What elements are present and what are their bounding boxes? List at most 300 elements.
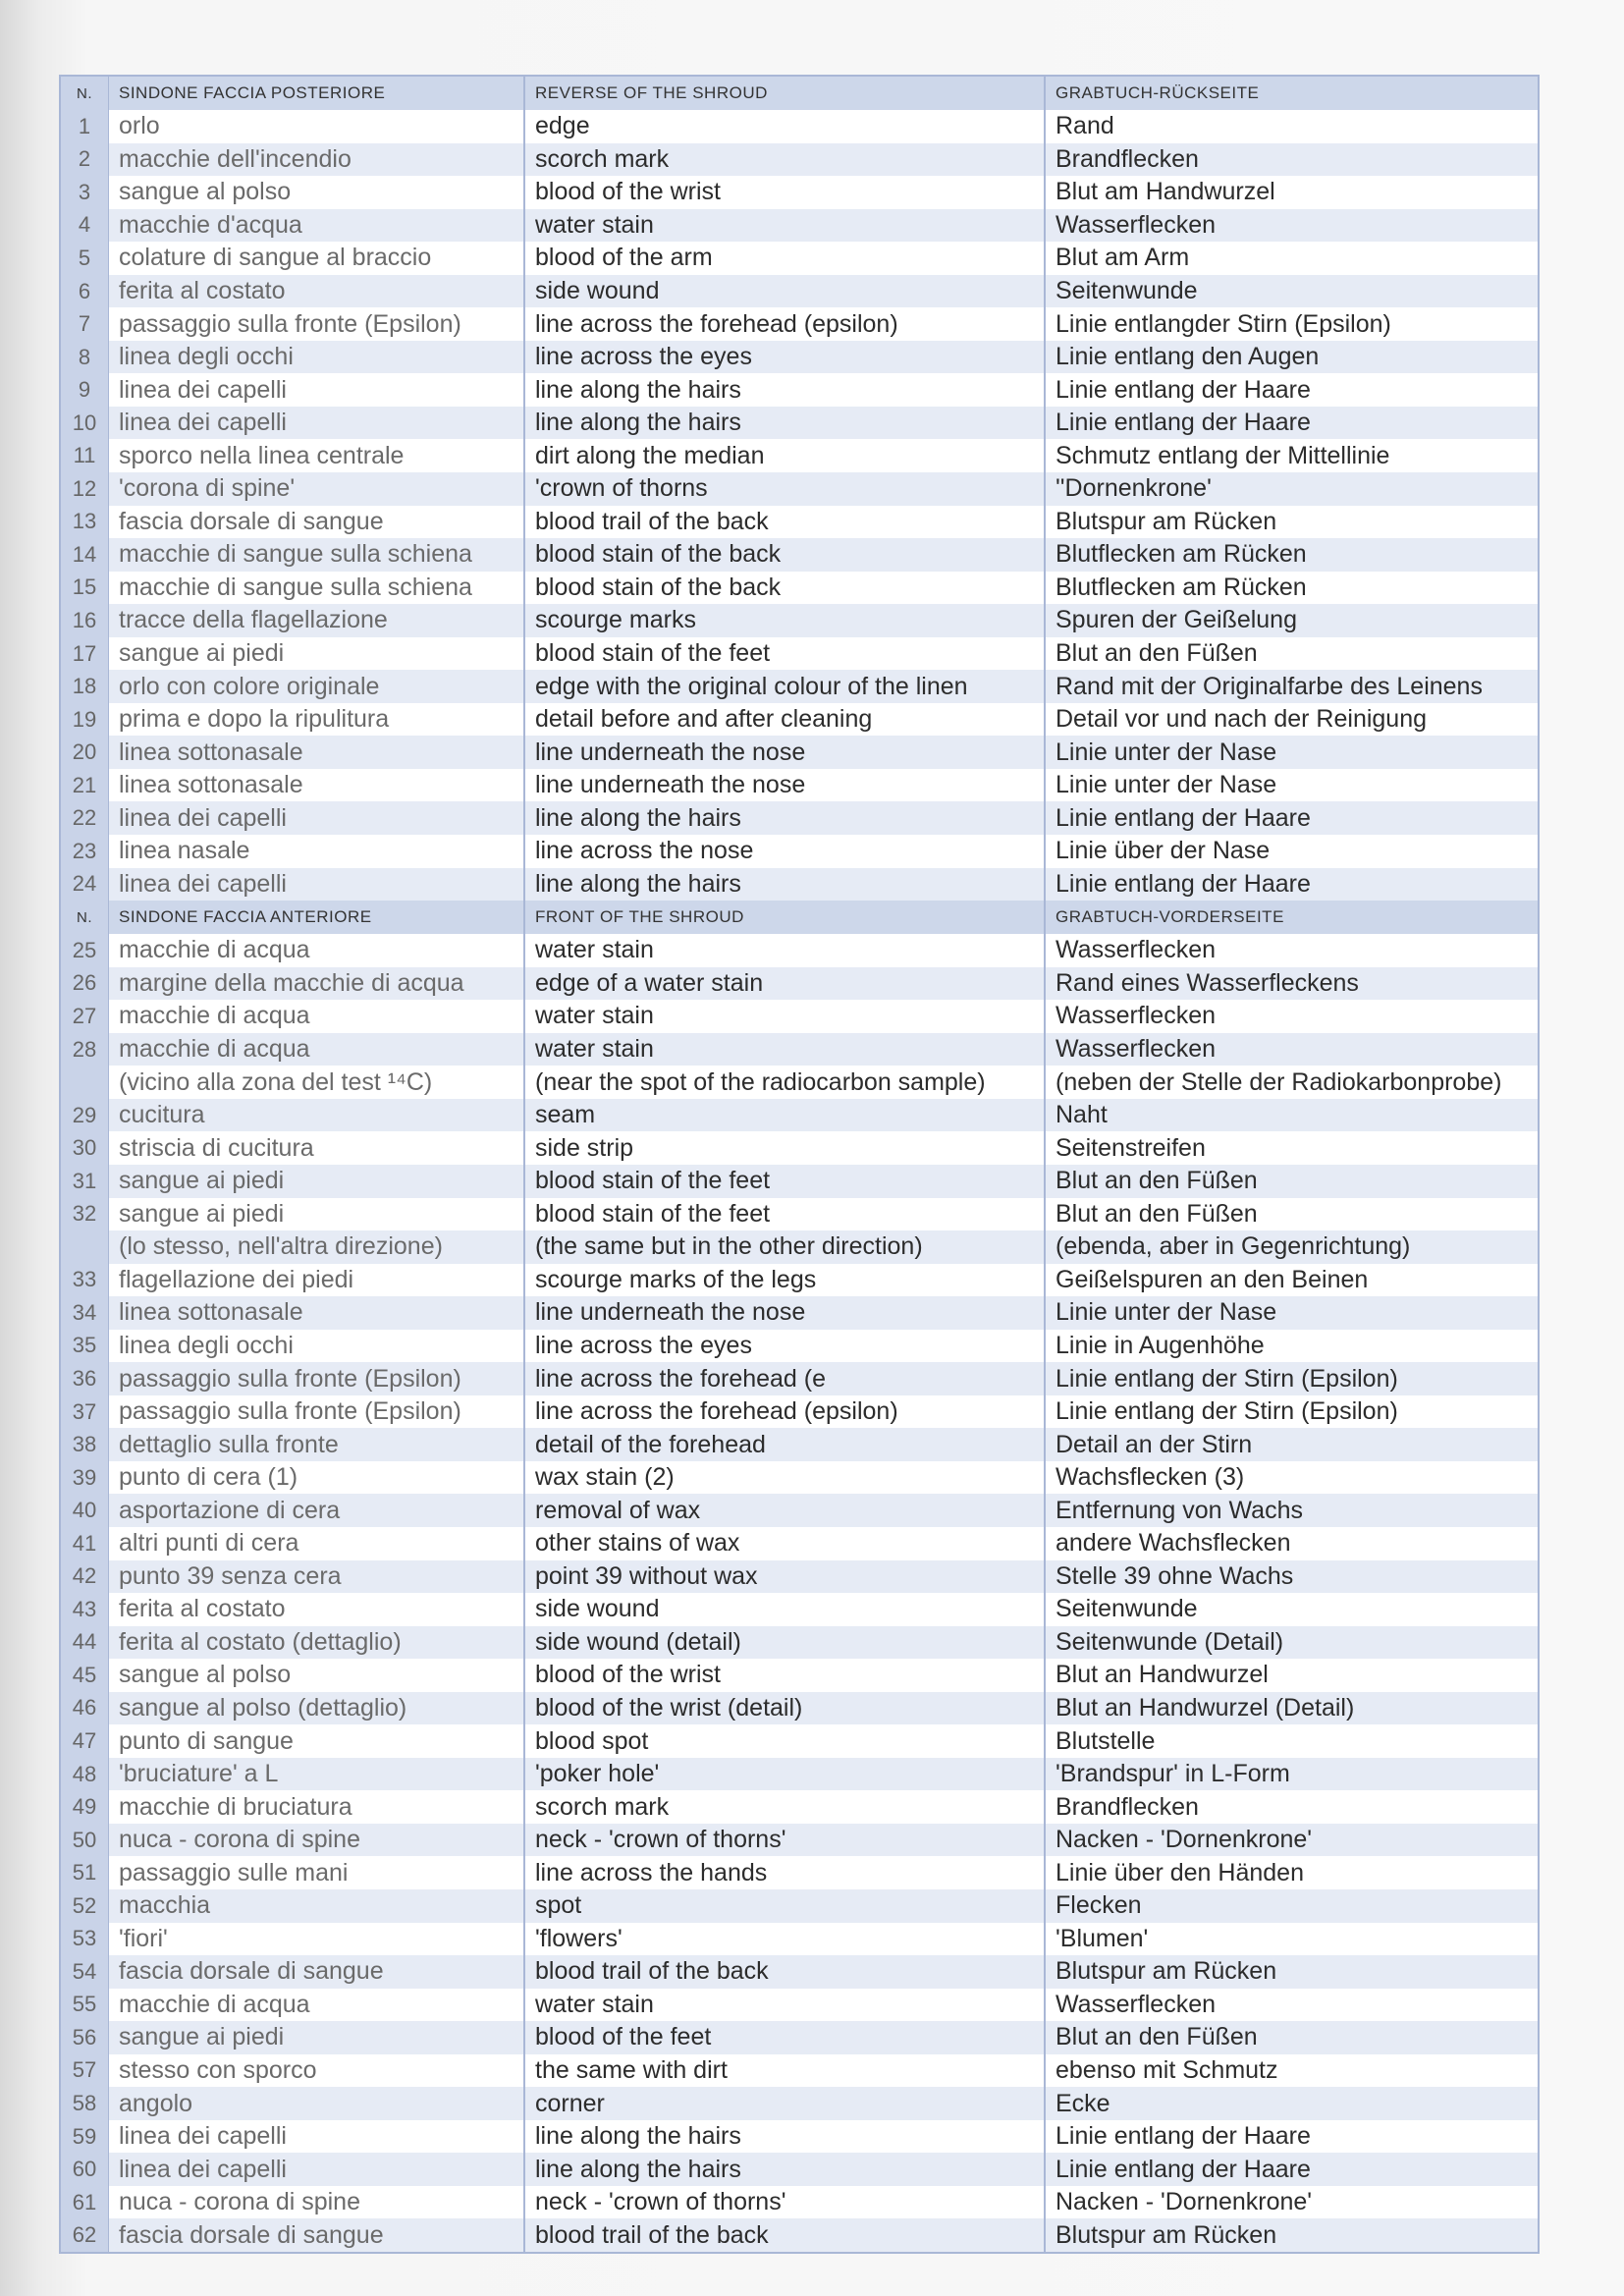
row-number: 2 [61, 143, 108, 177]
italian-cell: 'fiori' [108, 1923, 523, 1956]
table-row [61, 1461, 1538, 1495]
row-number: 38 [61, 1428, 108, 1461]
italian-cell: nuca - corona di spine [108, 1824, 523, 1857]
table-row [61, 1724, 1538, 1758]
table-row [61, 439, 1538, 472]
english-cell: neck - 'crown of thorns' [523, 2186, 1044, 2219]
row-number: 19 [61, 703, 108, 737]
italian-cell: colature di sangue al braccio [108, 242, 523, 275]
english-cell: side wound (detail) [523, 1626, 1044, 1660]
italian-cell: macchie d'acqua [108, 209, 523, 243]
english-cell: line along the hairs [523, 2153, 1044, 2186]
english-cell: blood stain of the back [523, 538, 1044, 572]
italian-cell: macchie di sangue sulla schiena [108, 572, 523, 605]
table-header-back [61, 77, 1538, 110]
italian-cell: cucitura [108, 1099, 523, 1132]
english-cell: water stain [523, 1000, 1044, 1033]
table-row [61, 1033, 1538, 1066]
row-number: 41 [61, 1527, 108, 1560]
italian-cell: sangue al polso [108, 176, 523, 209]
german-cell: Entfernung von Wachs [1044, 1494, 1538, 1527]
german-cell: Linie entlang der Stirn (Epsilon) [1044, 1395, 1538, 1429]
german-cell: Blut an den Füßen [1044, 637, 1538, 671]
english-cell: side wound [523, 275, 1044, 308]
table-row [61, 110, 1538, 143]
table-row [61, 1428, 1538, 1461]
row-number: 34 [61, 1296, 108, 1330]
italian-cell: tracce della flagellazione [108, 604, 523, 637]
italian-cell: sangue al polso [108, 1659, 523, 1692]
table-row [61, 868, 1538, 902]
row-number: 27 [61, 1000, 108, 1033]
table-row [61, 2021, 1538, 2054]
row-number: 39 [61, 1461, 108, 1495]
row-number: 45 [61, 1659, 108, 1692]
table-row [61, 506, 1538, 539]
english-cell: line along the hairs [523, 373, 1044, 407]
italian-cell: linea nasale [108, 835, 523, 868]
table-row [61, 1000, 1538, 1033]
english-cell: (the same but in the other direction) [523, 1230, 1044, 1264]
row-number: 25 [61, 934, 108, 967]
italian-cell: sangue al polso (dettaglio) [108, 1692, 523, 1725]
italian-cell: sangue ai piedi [108, 1198, 523, 1231]
table-row [61, 242, 1538, 275]
english-cell: other stains of wax [523, 1527, 1044, 1560]
italian-cell: striscia di cucitura [108, 1131, 523, 1165]
german-cell: andere Wachsflecken [1044, 1527, 1538, 1560]
row-number: 17 [61, 637, 108, 671]
header-number: N. [61, 77, 108, 110]
german-cell: Linie entlang den Augen [1044, 341, 1538, 374]
row-number: 12 [61, 472, 108, 506]
italian-cell: orlo [108, 110, 523, 143]
row-number: 13 [61, 506, 108, 539]
german-cell: Wasserflecken [1044, 1000, 1538, 1033]
english-cell: blood trail of the back [523, 1955, 1044, 1989]
table-row [61, 1131, 1538, 1165]
german-cell: Flecken [1044, 1889, 1538, 1923]
english-cell: the same with dirt [523, 2054, 1044, 2088]
german-cell: Brandflecken [1044, 1790, 1538, 1824]
german-cell: Linie entlangder Stirn (Epsilon) [1044, 307, 1538, 341]
table-row [61, 1758, 1538, 1791]
table-row [61, 341, 1538, 374]
row-number: 59 [61, 2120, 108, 2154]
row-number: 61 [61, 2186, 108, 2219]
italian-cell: nuca - corona di spine [108, 2186, 523, 2219]
row-number: 60 [61, 2153, 108, 2186]
english-cell: line across the forehead (e [523, 1362, 1044, 1395]
row-number: 35 [61, 1330, 108, 1363]
row-number: 10 [61, 407, 108, 440]
english-cell: detail of the forehead [523, 1428, 1044, 1461]
german-cell: Blutflecken am Rücken [1044, 538, 1538, 572]
italian-cell: sporco nella linea centrale [108, 439, 523, 472]
german-cell: Blut an den Füßen [1044, 1198, 1538, 1231]
english-cell: spot [523, 1889, 1044, 1923]
english-cell: water stain [523, 934, 1044, 967]
table-row [61, 670, 1538, 703]
english-cell: edge of a water stain [523, 967, 1044, 1001]
table-row [61, 1198, 1538, 1231]
table-row [61, 801, 1538, 835]
german-cell: Blut an den Füßen [1044, 2021, 1538, 2054]
italian-cell: linea dei capelli [108, 373, 523, 407]
italian-cell: macchia [108, 1889, 523, 1923]
header-german: GRABTUCH-RÜCKSEITE [1044, 77, 1538, 110]
row-number: 26 [61, 967, 108, 1001]
english-cell: side wound [523, 1593, 1044, 1626]
table-row [61, 1527, 1538, 1560]
italian-cell: linea sottonasale [108, 1296, 523, 1330]
german-cell: Geißelspuren an den Beinen [1044, 1264, 1538, 1297]
row-number: 15 [61, 572, 108, 605]
german-cell: Ecke [1044, 2087, 1538, 2120]
german-cell: Blutspur am Rücken [1044, 1955, 1538, 1989]
english-cell: line underneath the nose [523, 1296, 1044, 1330]
german-cell: Brandflecken [1044, 143, 1538, 177]
german-cell: Blut am Handwurzel [1044, 176, 1538, 209]
english-cell: blood of the wrist [523, 176, 1044, 209]
english-cell: water stain [523, 1989, 1044, 2022]
english-cell: scorch mark [523, 1790, 1044, 1824]
row-number: 30 [61, 1131, 108, 1165]
english-cell: blood trail of the back [523, 2218, 1044, 2252]
row-number: 23 [61, 835, 108, 868]
table-row [61, 1692, 1538, 1725]
table-row [61, 1626, 1538, 1660]
italian-cell: macchie di bruciatura [108, 1790, 523, 1824]
row-number: 54 [61, 1955, 108, 1989]
table-row [61, 538, 1538, 572]
english-cell: blood of the wrist (detail) [523, 1692, 1044, 1725]
row-number: 9 [61, 373, 108, 407]
german-cell: Schmutz entlang der Mittellinie [1044, 439, 1538, 472]
english-cell: blood stain of the feet [523, 637, 1044, 671]
italian-cell: linea dei capelli [108, 801, 523, 835]
header-english: REVERSE OF THE SHROUD [523, 77, 1044, 110]
german-cell: Linie entlang der Stirn (Epsilon) [1044, 1362, 1538, 1395]
italian-cell: flagellazione dei piedi [108, 1264, 523, 1297]
english-cell: 'flowers' [523, 1923, 1044, 1956]
row-number: 7 [61, 307, 108, 341]
row-number: 21 [61, 769, 108, 802]
english-cell: blood of the arm [523, 242, 1044, 275]
table-row [61, 967, 1538, 1001]
english-cell: scourge marks [523, 604, 1044, 637]
row-number: 11 [61, 439, 108, 472]
table-row [61, 637, 1538, 671]
english-cell: side strip [523, 1131, 1044, 1165]
italian-cell: punto di cera (1) [108, 1461, 523, 1495]
back-rows [61, 110, 1538, 901]
german-cell: ebenso mit Schmutz [1044, 2054, 1538, 2088]
table-row [61, 1955, 1538, 1989]
row-number: 56 [61, 2021, 108, 2054]
english-cell: blood stain of the back [523, 572, 1044, 605]
table-row [61, 275, 1538, 308]
german-cell: Linie entlang der Haare [1044, 868, 1538, 902]
italian-cell: orlo con colore originale [108, 670, 523, 703]
german-cell: Linie unter der Nase [1044, 1296, 1538, 1330]
table-row [61, 604, 1538, 637]
row-number: 4 [61, 209, 108, 243]
header-italian: SINDONE FACCIA ANTERIORE [108, 901, 523, 934]
german-cell: Rand mit der Originalfarbe des Leinens [1044, 670, 1538, 703]
table-row [61, 143, 1538, 177]
english-cell: line across the forehead (epsilon) [523, 307, 1044, 341]
italian-cell: macchie di acqua [108, 934, 523, 967]
italian-cell: margine della macchie di acqua [108, 967, 523, 1001]
row-number: 48 [61, 1758, 108, 1791]
italian-cell: ferita al costato [108, 1593, 523, 1626]
italian-cell: punto di sangue [108, 1724, 523, 1758]
table-row [61, 1264, 1538, 1297]
row-number: 53 [61, 1923, 108, 1956]
table-row [61, 1659, 1538, 1692]
row-number: 20 [61, 736, 108, 769]
italian-cell: asportazione di cera [108, 1494, 523, 1527]
italian-cell: passaggio sulle mani [108, 1856, 523, 1889]
german-cell: Blutspur am Rücken [1044, 506, 1538, 539]
english-cell: neck - 'crown of thorns' [523, 1824, 1044, 1857]
italian-cell: passaggio sulla fronte (Epsilon) [108, 1395, 523, 1429]
english-cell: water stain [523, 209, 1044, 243]
row-number: 37 [61, 1395, 108, 1429]
english-cell: line across the forehead (epsilon) [523, 1395, 1044, 1429]
german-cell: Linie über den Händen [1044, 1856, 1538, 1889]
table-row [61, 934, 1538, 967]
english-cell: blood spot [523, 1724, 1044, 1758]
italian-cell: fascia dorsale di sangue [108, 506, 523, 539]
italian-cell: passaggio sulla fronte (Epsilon) [108, 307, 523, 341]
front-rows [61, 934, 1538, 2252]
german-cell: Seitenstreifen [1044, 1131, 1538, 1165]
row-number: 6 [61, 275, 108, 308]
table-row [61, 1330, 1538, 1363]
italian-cell: stesso con sporco [108, 2054, 523, 2088]
row-number: 57 [61, 2054, 108, 2088]
english-cell: wax stain (2) [523, 1461, 1044, 1495]
german-cell: Wasserflecken [1044, 1033, 1538, 1066]
italian-cell: ferita al costato (dettaglio) [108, 1626, 523, 1660]
italian-cell: sangue ai piedi [108, 2021, 523, 2054]
german-cell: Linie entlang der Haare [1044, 373, 1538, 407]
english-cell: line across the eyes [523, 341, 1044, 374]
table-row [61, 1856, 1538, 1889]
italian-cell: 'bruciature' a L [108, 1758, 523, 1791]
row-number: 36 [61, 1362, 108, 1395]
italian-cell: linea sottonasale [108, 736, 523, 769]
table-row [61, 2186, 1538, 2219]
german-cell: Blut an Handwurzel (Detail) [1044, 1692, 1538, 1725]
table-row [61, 1395, 1538, 1429]
english-cell: detail before and after cleaning [523, 703, 1044, 737]
english-cell: line underneath the nose [523, 769, 1044, 802]
table-row [61, 703, 1538, 737]
italian-cell: punto 39 senza cera [108, 1560, 523, 1594]
italian-cell: linea degli occhi [108, 1330, 523, 1363]
italian-cell: ferita al costato [108, 275, 523, 308]
table-row [61, 209, 1538, 243]
italian-cell: passaggio sulla fronte (Epsilon) [108, 1362, 523, 1395]
table-row [61, 1362, 1538, 1395]
italian-cell: fascia dorsale di sangue [108, 2218, 523, 2252]
german-cell: Blutstelle [1044, 1724, 1538, 1758]
english-cell: line along the hairs [523, 407, 1044, 440]
english-cell: blood trail of the back [523, 506, 1044, 539]
table-row [61, 1099, 1538, 1132]
row-number: 33 [61, 1264, 108, 1297]
table-row [61, 1593, 1538, 1626]
german-cell: Linie über der Nase [1044, 835, 1538, 868]
row-number: 31 [61, 1165, 108, 1198]
table-row [61, 1889, 1538, 1923]
row-number: 51 [61, 1856, 108, 1889]
english-cell: seam [523, 1099, 1044, 1132]
italian-cell: (lo stesso, nell'altra direzione) [108, 1230, 523, 1264]
english-cell: edge with the original colour of the linen [523, 670, 1044, 703]
table-row [61, 2218, 1538, 2252]
row-number: 29 [61, 1099, 108, 1132]
english-cell: line across the eyes [523, 1330, 1044, 1363]
italian-cell: macchie dell'incendio [108, 143, 523, 177]
english-cell: line underneath the nose [523, 736, 1044, 769]
italian-cell: macchie di acqua [108, 1000, 523, 1033]
german-cell: Linie entlang der Haare [1044, 2120, 1538, 2154]
table-row [61, 1165, 1538, 1198]
english-cell: corner [523, 2087, 1044, 2120]
german-cell: Linie in Augenhöhe [1044, 1330, 1538, 1363]
english-cell: line along the hairs [523, 2120, 1044, 2154]
italian-cell: sangue ai piedi [108, 637, 523, 671]
italian-cell: altri punti di cera [108, 1527, 523, 1560]
table-row [61, 835, 1538, 868]
row-number: 58 [61, 2087, 108, 2120]
english-cell: line along the hairs [523, 868, 1044, 902]
translation-table [59, 75, 1540, 2254]
german-cell: Rand eines Wasserfleckens [1044, 967, 1538, 1001]
italian-cell: sangue ai piedi [108, 1165, 523, 1198]
english-cell: point 39 without wax [523, 1560, 1044, 1594]
table-row [61, 472, 1538, 506]
row-number: 8 [61, 341, 108, 374]
english-cell: blood stain of the feet [523, 1198, 1044, 1231]
table-row [61, 769, 1538, 802]
table-row [61, 1296, 1538, 1330]
english-cell: edge [523, 110, 1044, 143]
italian-cell: macchie di acqua [108, 1989, 523, 2022]
german-cell: Nacken - 'Dornenkrone' [1044, 2186, 1538, 2219]
table-row [61, 736, 1538, 769]
german-cell: Spuren der Geißelung [1044, 604, 1538, 637]
table-row [61, 2153, 1538, 2186]
italian-cell: (vicino alla zona del test ¹⁴C) [108, 1066, 523, 1099]
english-cell: scourge marks of the legs [523, 1264, 1044, 1297]
table-header-front [61, 901, 1538, 934]
english-cell: 'crown of thorns [523, 472, 1044, 506]
german-cell: Wasserflecken [1044, 1989, 1538, 2022]
english-cell: line along the hairs [523, 801, 1044, 835]
german-cell: Wachsflecken (3) [1044, 1461, 1538, 1495]
table-row [61, 307, 1538, 341]
table-row [61, 1989, 1538, 2022]
german-cell: Linie unter der Nase [1044, 736, 1538, 769]
row-number: 40 [61, 1494, 108, 1527]
table-row [61, 2054, 1538, 2088]
english-cell: (near the spot of the radiocarbon sample) [523, 1066, 1044, 1099]
german-cell: Wasserflecken [1044, 934, 1538, 967]
italian-cell: prima e dopo la ripulitura [108, 703, 523, 737]
row-number: 16 [61, 604, 108, 637]
english-cell: line across the nose [523, 835, 1044, 868]
italian-cell: linea dei capelli [108, 868, 523, 902]
table-row [61, 1923, 1538, 1956]
table-row [61, 1824, 1538, 1857]
table-row [61, 407, 1538, 440]
english-cell: blood of the feet [523, 2021, 1044, 2054]
italian-cell: macchie di acqua [108, 1033, 523, 1066]
german-cell: Wasserflecken [1044, 209, 1538, 243]
table-row [61, 1066, 1538, 1099]
german-cell: 'Brandspur' in L-Form [1044, 1758, 1538, 1791]
english-cell: line across the hands [523, 1856, 1044, 1889]
header-english: FRONT OF THE SHROUD [523, 901, 1044, 934]
table-row [61, 373, 1538, 407]
german-cell: Naht [1044, 1099, 1538, 1132]
row-number: 49 [61, 1790, 108, 1824]
german-cell: Blut an den Füßen [1044, 1165, 1538, 1198]
header-number: N. [61, 901, 108, 934]
german-cell: Seitenwunde [1044, 1593, 1538, 1626]
german-cell: Blut an Handwurzel [1044, 1659, 1538, 1692]
german-cell: Blutflecken am Rücken [1044, 572, 1538, 605]
german-cell: Detail an der Stirn [1044, 1428, 1538, 1461]
row-number: 55 [61, 1989, 108, 2022]
italian-cell: 'corona di spine' [108, 472, 523, 506]
italian-cell: linea sottonasale [108, 769, 523, 802]
german-cell: Blut am Arm [1044, 242, 1538, 275]
italian-cell: linea dei capelli [108, 407, 523, 440]
italian-cell: dettaglio sulla fronte [108, 1428, 523, 1461]
german-cell: (ebenda, aber in Gegenrichtung) [1044, 1230, 1538, 1264]
german-cell: Linie unter der Nase [1044, 769, 1538, 802]
german-cell: Seitenwunde (Detail) [1044, 1626, 1538, 1660]
german-cell: Blutspur am Rücken [1044, 2218, 1538, 2252]
german-cell: Linie entlang der Haare [1044, 2153, 1538, 2186]
row-number: 14 [61, 538, 108, 572]
english-cell: blood of the wrist [523, 1659, 1044, 1692]
table-row [61, 1230, 1538, 1264]
german-cell: 'Blumen' [1044, 1923, 1538, 1956]
row-number: 43 [61, 1593, 108, 1626]
english-cell: scorch mark [523, 143, 1044, 177]
table-row [61, 1494, 1538, 1527]
table-row [61, 1560, 1538, 1594]
italian-cell: macchie di sangue sulla schiena [108, 538, 523, 572]
row-number: 52 [61, 1889, 108, 1923]
header-german: GRABTUCH-VORDERSEITE [1044, 901, 1538, 934]
italian-cell: angolo [108, 2087, 523, 2120]
table-row [61, 1790, 1538, 1824]
row-number: 24 [61, 868, 108, 902]
german-cell: Linie entlang der Haare [1044, 407, 1538, 440]
row-number: 1 [61, 110, 108, 143]
table-row [61, 572, 1538, 605]
english-cell: blood stain of the feet [523, 1165, 1044, 1198]
italian-cell: fascia dorsale di sangue [108, 1955, 523, 1989]
